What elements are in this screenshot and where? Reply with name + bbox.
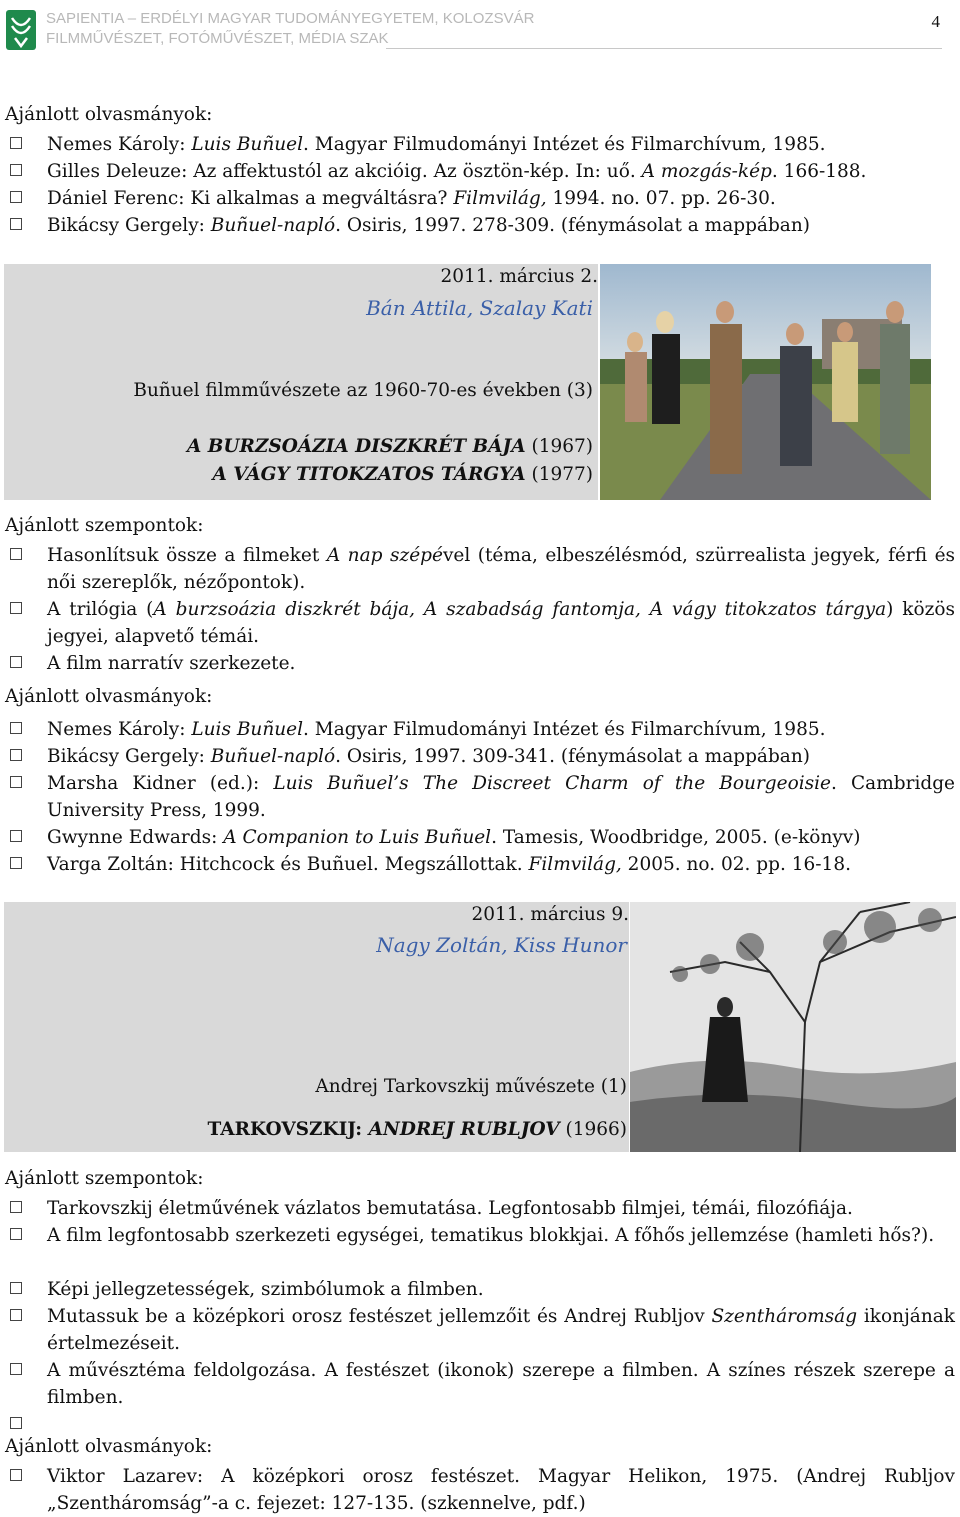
session-subtitle: Buñuel filmművészete az 1960-70-es években (3) bbox=[133, 380, 593, 401]
header-university-name: SAPIENTIA – ERDÉLYI MAGYAR TUDOMÁNYEGYETEM, KOLOZSVÁR bbox=[46, 10, 535, 27]
list-item: Hasonlítsuk össze a filmeket A nap szépével (téma, elbeszélésmód, szürrealista jegyek, férfi és női szereplők, nézőpontok). bbox=[10, 542, 955, 596]
film-title-1: A BURZSOÁZIA DISZKRÉT BÁJA (1967) bbox=[186, 436, 593, 457]
list-item: Viktor Lazarev: A középkori orosz festészet. Magyar Helikon, 1975. (Andrej Rubljov „Szentháromság”-a c. fejezet: 127-135. (szkennelve, pdf.) bbox=[10, 1463, 955, 1517]
checkbox-bullet bbox=[10, 857, 22, 869]
checkbox-bullet bbox=[10, 1201, 22, 1213]
checkbox-bullet bbox=[10, 830, 22, 842]
list-item: Nemes Károly: Luis Buñuel. Magyar Filmudományi Intézet és Filmarchívum, 1985. bbox=[10, 716, 955, 743]
list-item: Marsha Kidner (ed.): Luis Buñuel’s The Discreet Charm of the Bourgeoisie. Cambridge University Press, 1999. bbox=[10, 770, 955, 824]
readings-heading-3: Ajánlott olvasmányok: bbox=[5, 1436, 213, 1457]
header-faculty-name: FILMMŰVÉSZET, FOTÓMŰVÉSZET, MÉDIA SZAK bbox=[46, 30, 389, 47]
header-divider bbox=[386, 48, 942, 49]
list-item: A művésztéma feldolgozása. A festészet (ikonok) szerepe a filmben. A színes részek szerepe a filmben. bbox=[10, 1357, 955, 1411]
list-item: A trilógia (A burzsoázia diszkrét bája, A szabadság fantomja, A vágy titokzatos tárgya) közös jegyei, alapvető témái. bbox=[10, 596, 955, 650]
film-still-photo-2 bbox=[630, 902, 956, 1152]
list-item: Tarkovszkij életművének vázlatos bemutatása. Legfontosabb filmjei, témái, filozófiája. bbox=[10, 1195, 955, 1222]
aspects-heading-1: Ajánlott szempontok: bbox=[5, 515, 204, 536]
checkbox-bullet bbox=[10, 548, 22, 560]
session-date: 2011. március 2. bbox=[440, 266, 598, 287]
checkbox-bullet bbox=[10, 656, 22, 668]
list-item: Gilles Deleuze: Az affektustól az akcióig. Az ösztön-kép. In: uő. A mozgás-kép. 166-188. bbox=[10, 158, 940, 185]
list-item: Nemes Károly: Luis Buñuel. Magyar Filmudományi Intézet és Filmarchívum, 1985. bbox=[10, 131, 940, 158]
session-authors: Bán Attila, Szalay Kati bbox=[366, 296, 593, 320]
film-still-photo-1 bbox=[600, 264, 931, 500]
session-authors: Nagy Zoltán, Kiss Hunor bbox=[376, 933, 627, 957]
checkbox-bullet bbox=[10, 1469, 22, 1481]
session-subtitle: Andrej Tarkovszkij művészete (1) bbox=[315, 1076, 627, 1097]
checkbox-bullet bbox=[10, 164, 22, 176]
list-item: Varga Zoltán: Hitchcock és Buñuel. Megszállottak. Filmvilág, 2005. no. 02. pp. 16-18. bbox=[10, 851, 955, 878]
checkbox-bullet bbox=[10, 137, 22, 149]
film-title-2: A VÁGY TITOKZATOS TÁRGYA (1977) bbox=[212, 464, 593, 485]
checkbox-bullet bbox=[10, 218, 22, 230]
list-item: Bikácsy Gergely: Buñuel-napló. Osiris, 1997. 309-341. (fénymásolat a mappában) bbox=[10, 743, 955, 770]
readings-heading-2: Ajánlott olvasmányok: bbox=[5, 686, 213, 707]
checkbox-bullet bbox=[10, 602, 22, 614]
list-item: Bikácsy Gergely: Buñuel-napló. Osiris, 1997. 278-309. (fénymásolat a mappában) bbox=[10, 212, 940, 239]
checkbox-bullet bbox=[10, 1309, 22, 1321]
list-item: Képi jellegzetességek, szimbólumok a filmben. bbox=[10, 1276, 955, 1303]
readings-heading-1: Ajánlott olvasmányok: bbox=[5, 104, 213, 125]
checkbox-bullet bbox=[10, 1282, 22, 1294]
aspects-heading-2: Ajánlott szempontok: bbox=[5, 1168, 204, 1189]
list-item: Gwynne Edwards: A Companion to Luis Buñuel. Tamesis, Woodbridge, 2005. (e-könyv) bbox=[10, 824, 955, 851]
checkbox-bullet bbox=[10, 749, 22, 761]
list-item: A film narratív szerkezete. bbox=[10, 650, 955, 677]
session-date: 2011. március 9. bbox=[471, 904, 629, 925]
checkbox-bullet bbox=[10, 1417, 22, 1429]
checkbox-bullet bbox=[10, 191, 22, 203]
list-item: Dániel Ferenc: Ki alkalmas a megváltásra? Filmvilág, 1994. no. 07. pp. 26-30. bbox=[10, 185, 940, 212]
checkbox-bullet bbox=[10, 1363, 22, 1375]
list-item: Mutassuk be a középkori orosz festészet jellemzőit és Andrej Rubljov Szentháromság ikonjának értelmezéseit. bbox=[10, 1303, 955, 1357]
university-logo bbox=[4, 8, 38, 52]
checkbox-bullet bbox=[10, 1228, 22, 1240]
page-number: 4 bbox=[931, 12, 940, 31]
checkbox-bullet bbox=[10, 722, 22, 734]
list-item: A film legfontosabb szerkezeti egységei, tematikus blokkjai. A főhős jellemzése (hamleti hős?). bbox=[10, 1222, 955, 1249]
film-title-3: TARKOVSZKIJ: ANDREJ RUBLJOV (1966) bbox=[207, 1119, 627, 1140]
checkbox-bullet bbox=[10, 776, 22, 788]
